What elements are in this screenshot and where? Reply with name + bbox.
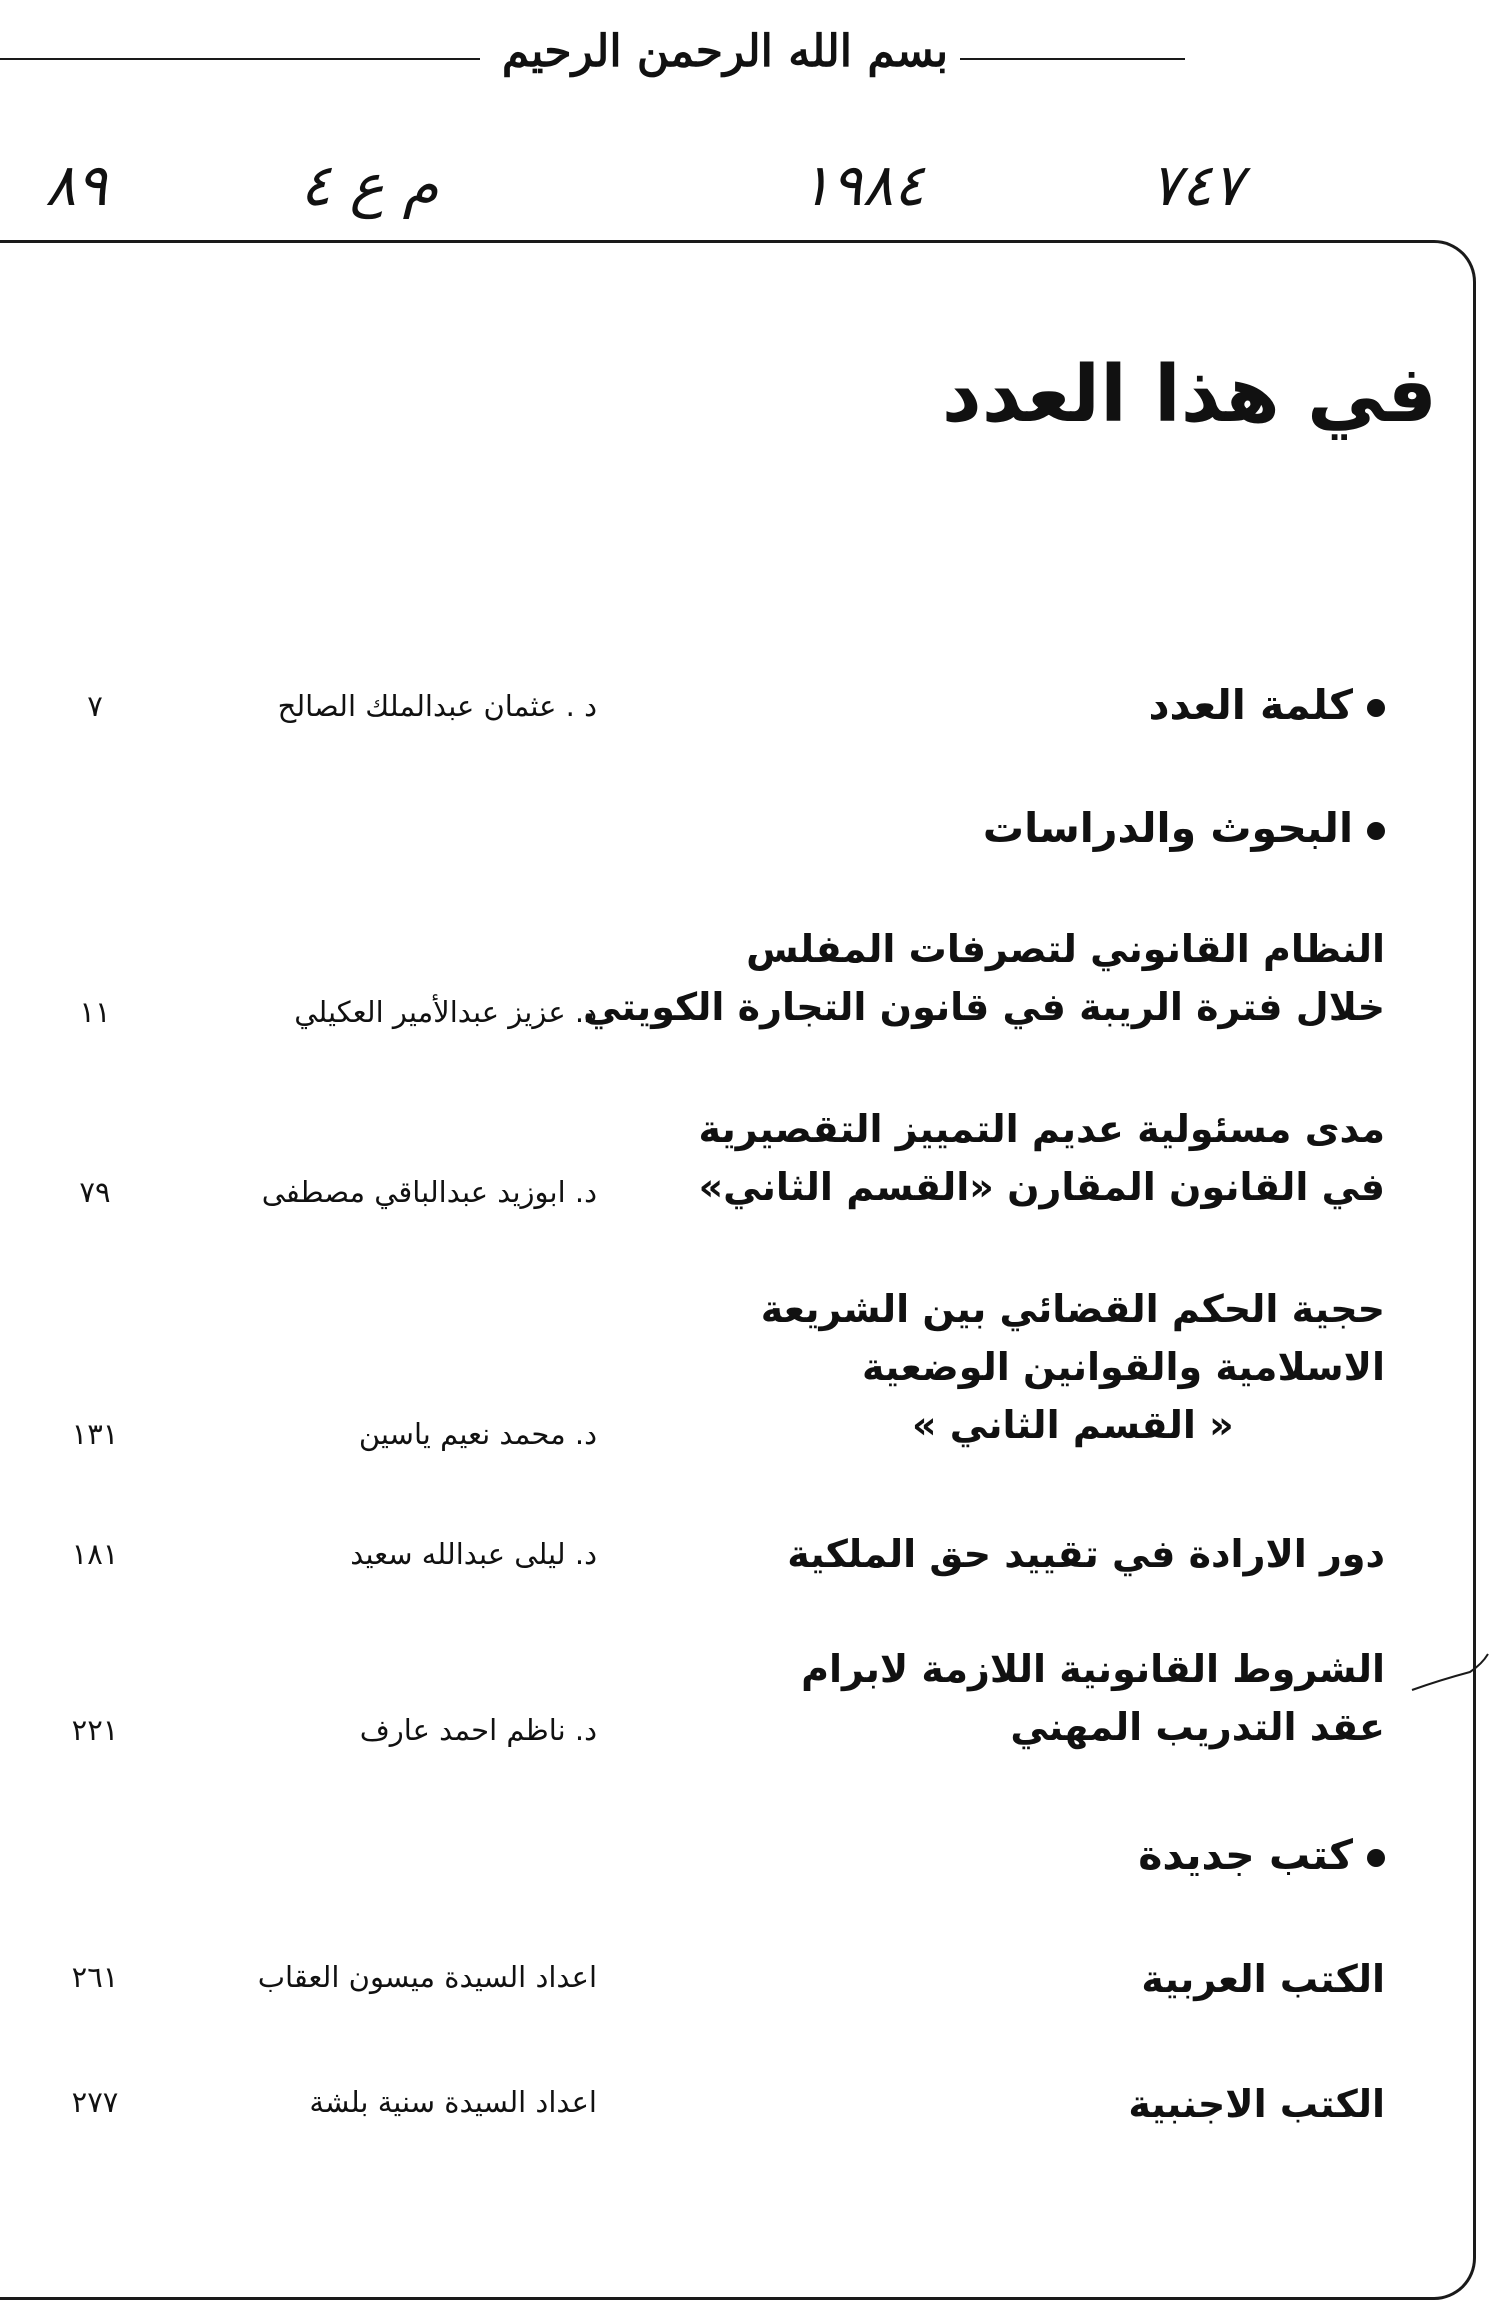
article-title-line: في القانون المقارن «القسم الثاني» [698,1165,1385,1209]
article-title [698,1100,1385,1216]
book-page: ٢٦١ [71,1960,119,1994]
article-author: د. عزيز عبدالأمير العكيلي [294,995,597,1029]
bullet-icon [1367,822,1385,840]
book-title: الكتب العربية [1141,1957,1385,2001]
bullet-icon [1367,699,1385,717]
article-page: ٢٢١ [71,1713,119,1747]
basmala: بسم الله الرحمن الرحيم [501,26,949,77]
book-author: اعداد السيدة سنية بلشة [309,2085,597,2119]
handwritten-mark-number: ٧٤٧ [1150,151,1244,219]
article-author: د. ليلى عبدالله سعيد [350,1537,597,1571]
article-page: ١١ [79,995,111,1029]
section-editorial-label: كلمة العدد [1148,681,1353,729]
header-rule-right [960,58,1185,60]
article-title-line: حجية الحكم القضائي بين الشريعة [760,1287,1385,1331]
article-title-line: عقد التدريب المهني [1010,1705,1385,1749]
article-author: د. ناظم احمد عارف [359,1713,597,1747]
book-title: الكتب الاجنبية [1128,2082,1385,2126]
handwritten-mark-issue: م ع ٤ [300,151,439,219]
book-author: اعداد السيدة ميسون العقاب [257,1960,597,1994]
article-title [583,920,1385,1036]
header-rule-left [0,58,480,60]
article-page: ١٨١ [71,1537,119,1571]
article-title-line: خلال فترة الريبة في قانون التجارة الكويتي [582,985,1385,1029]
section-research [983,798,1385,858]
article-title-line: النظام القانوني لتصرفات المفلس [746,927,1385,971]
article-author: د. محمد نعيم ياسين [358,1417,597,1451]
article-title [801,1640,1385,1756]
page-title: في هذا العدد [941,350,1437,440]
article-title-line: « القسم الثاني » [912,1403,1234,1447]
article-author: د. ابوزيد عبدالباقي مصطفى [261,1175,597,1209]
bullet-icon [1367,1849,1385,1867]
article-title-line: دور الارادة في تقييد حق الملكية [787,1532,1385,1576]
article-title-line: الاسلامية والقوانين الوضعية [861,1345,1385,1389]
article-title-line: الشروط القانونية اللازمة لابرام [801,1647,1385,1691]
handwritten-mark-left: ٨٩ [45,151,108,219]
editorial-author: د . عثمان عبدالملك الصالح [277,689,597,723]
article-title [761,1280,1385,1454]
article-title-line: مدى مسئولية عديم التمييز التقصيرية [698,1107,1385,1151]
article-title [787,1525,1385,1583]
handwritten-mark-year: ١٩٨٤ [800,151,925,219]
article-page: ١٣١ [71,1417,119,1451]
editorial-page: ٧ [87,689,103,723]
section-new-books-label: كتب جديدة [1138,1831,1353,1879]
article-page: ٧٩ [79,1175,111,1209]
section-editorial [1148,675,1385,735]
section-research-label: البحوث والدراسات [982,804,1353,852]
pen-stroke-mark [1410,1650,1490,1710]
section-new-books [1138,1825,1385,1885]
book-page: ٢٧٧ [71,2085,119,2119]
